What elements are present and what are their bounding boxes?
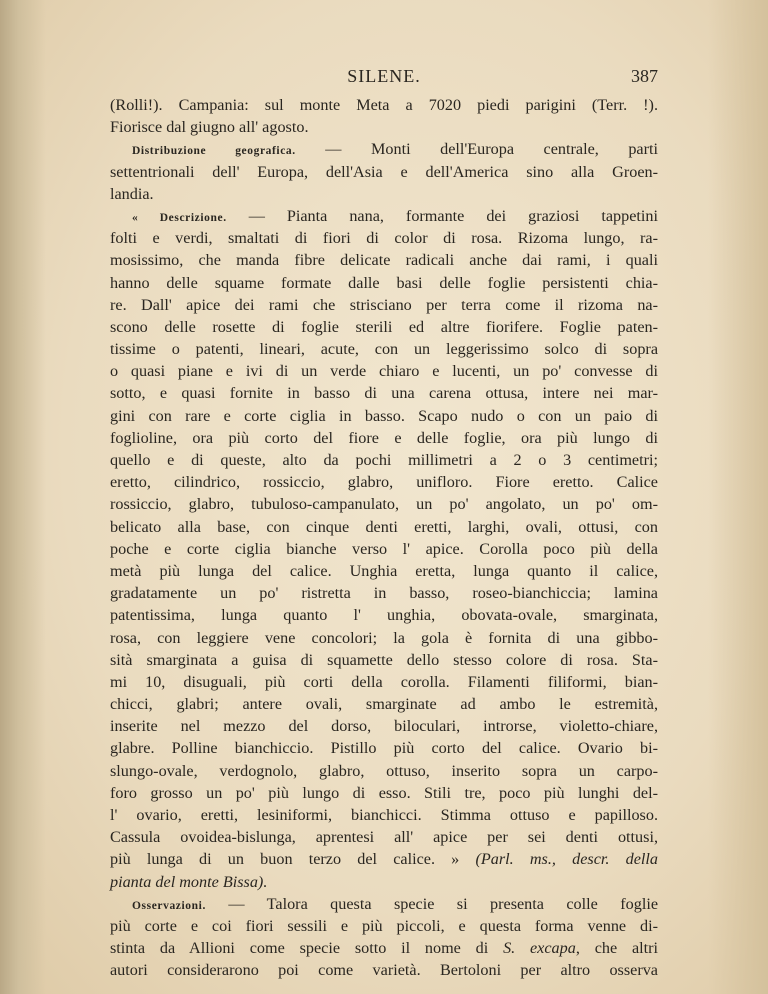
- text-line: rosa, con leggiere vene concolori; la gola è fornita di una gibbo-: [110, 628, 658, 647]
- section-heading-distribution: Distribuzione geografica.: [132, 145, 296, 158]
- text-line: Fiorisce dal giugno all' agosto.: [110, 118, 309, 137]
- section-heading-description: « Descrizione.: [132, 211, 227, 224]
- text-line: eretto, cilindrico, rossiccio, glabro, unifloro. Fiore eretto. Calice: [110, 473, 658, 492]
- text-line: [110, 893, 658, 915]
- text-line: folti e verdi, smaltati di fiori di color di rosa. Rizoma lungo, ra-: [110, 229, 658, 248]
- text-run: più lunga di un buon terzo del calice. »: [110, 850, 460, 869]
- text-line: inserite nel mezzo del dorso, biloculari, introrse, violetto-chiare,: [110, 717, 658, 736]
- page-number: 387: [631, 66, 658, 86]
- text-line: [110, 138, 658, 160]
- text-line: settentrionali dell' Europa, dell'Asia e dell'America sino alla Groen-: [110, 162, 658, 181]
- text-line: (Rolli!). Campania: sul monte Meta a 7020 piedi parigini (Terr. !).: [110, 96, 658, 114]
- text-line: sotto, e quasi fornite in basso di una carena ottusa, intere nei mar-: [110, 384, 658, 403]
- text-line: foro grosso un po' più lungo di esso. Stili tre, poco più lunghi del-: [110, 783, 658, 802]
- text-line: glabre. Polline bianchiccio. Pistillo più corto del calice. Ovario bi-: [110, 739, 658, 758]
- text-line: landia.: [110, 184, 154, 203]
- text-run: — Talora questa specie si presenta colle foglie: [228, 894, 658, 913]
- text-line: mosissimo, che manda fibre delicate radicali anche dai rami, i quali: [110, 251, 658, 270]
- text-line: mi 10, disuguali, più corti della corolla. Filamenti filiformi, bian-: [110, 672, 658, 691]
- text-line: [110, 205, 658, 227]
- running-header: [110, 66, 658, 92]
- body-text: [110, 94, 658, 982]
- text-line: rossiccio, glabro, tubuloso-campanulato, un po' angolato, un po' om-: [110, 495, 658, 514]
- text-line: o quasi piane e ivi di un verde chiaro e lucenti, un po' convesse di: [110, 362, 658, 381]
- section-heading-observations: Osservazioni.: [132, 899, 206, 912]
- text-line: più corte e coi fiori sessili e più piccoli, e questa forma venne di-: [110, 916, 658, 935]
- text-line: hanno delle squame formate dalle basi delle foglie persistenti chia-: [110, 273, 658, 292]
- text-line: re. Dall' apice dei rami che strisciano per terra come il rizoma na-: [110, 295, 658, 314]
- text-line: tissime o patenti, lineari, acute, con un leggerissimo solco di sopra: [110, 340, 658, 359]
- text-line: Cassula ovoidea-bislunga, aprentesi all' apice per sei denti ottusi,: [110, 828, 658, 847]
- page-binding-shadow: [0, 0, 46, 994]
- text-line: [110, 871, 658, 893]
- text-line: poche e corte ciglia bianche verso l' apice. Corolla poco più della: [110, 539, 658, 558]
- citation: (Parl. ms., descr. della: [475, 850, 658, 869]
- text-run: , che altri: [575, 939, 659, 958]
- text-line: [110, 848, 658, 870]
- text-line: quello e di queste, alto da pochi millimetri a 2 o 3 centimetri;: [110, 451, 658, 469]
- text-line: sità smarginata a guisa di squamette dello stesso colore di rosa. Sta-: [110, 650, 658, 669]
- text-line: l' ovario, eretti, lesiniformi, bianchicci. Stimma ottuso e papilloso.: [110, 806, 658, 824]
- text-line: slungo-ovale, verdognolo, glabro, ottuso, inserito sopra un carpo-: [110, 761, 658, 780]
- species-name: S. excapa: [503, 939, 576, 958]
- text-line: scono delle rosette di foglie sterili ed altre fiorifere. Foglie paten-: [110, 317, 658, 336]
- running-title: SILENE.: [347, 66, 421, 86]
- text-line: autori considerarono poi come varietà. Bertoloni per altro osserva: [110, 961, 658, 980]
- text-line: gini con rare e corte ciglia in basso. Scapo nudo o con un paio di: [110, 406, 658, 425]
- text-run: — Pianta nana, formante dei graziosi tappetini: [248, 206, 658, 225]
- text-line: patentissima, lunga quanto l' unghia, obovata-ovale, smarginata,: [110, 606, 658, 625]
- text-line: gradatamente un po' ristretta in basso, roseo-bianchiccia; lamina: [110, 584, 658, 603]
- text-run: — Monti dell'Europa centrale, parti: [325, 140, 658, 159]
- citation: pianta del monte Bissa).: [110, 872, 268, 891]
- text-line: [110, 937, 658, 959]
- text-line: metà più lunga del calice. Unghia eretta, lunga quanto il calice,: [110, 561, 658, 580]
- text-line: belicato alla base, con cinque denti eretti, larghi, ovali, ottusi, con: [110, 517, 658, 536]
- text-line: chicci, glabri; antere ovali, smarginate ad ambo le estremità,: [110, 695, 658, 714]
- text-line: foglioline, ora più corto del fiore e delle foglie, ora più lungo di: [110, 428, 658, 447]
- page-edge-shadow: [708, 0, 768, 994]
- text-run: stinta da Allioni come specie sotto il nome di: [110, 939, 489, 958]
